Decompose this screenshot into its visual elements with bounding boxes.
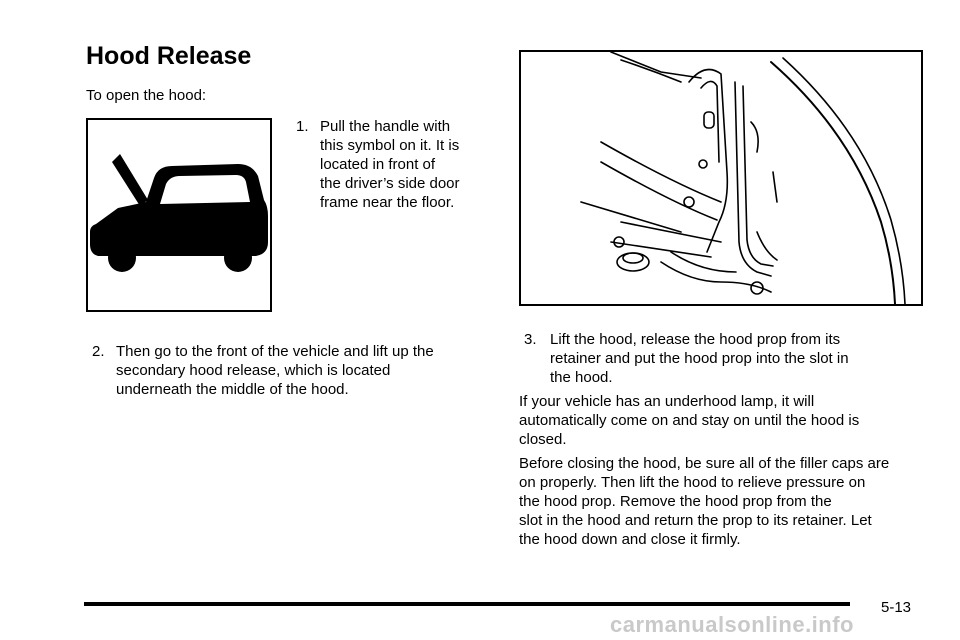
intro-text: To open the hood: [86,87,207,104]
hood-release-symbol-frame [86,118,272,312]
step-number: 1. [296,118,309,135]
watermark: carmanualsonline.info [610,612,854,637]
step-text: Then go to the front of the vehicle and lift up the secondary hood release, which is located underneath the middle of the hood. [116,343,434,398]
step-number: 3. [524,331,537,348]
step-number: 2. [92,343,105,360]
page-number: 5-13 [881,599,912,616]
open-hood-car-icon [88,120,270,310]
hood-prop-illustration-frame [519,50,923,306]
step-text: Lift the hood, release the hood prop from its retainer and put the hood prop into the slot in the hood. [550,331,849,386]
footer-rule [84,602,850,606]
page-title: Hood Release [86,42,252,70]
closing-hood-paragraph: Before closing the hood, be sure all of the filler caps are on properly. Then lift the hood to relieve pressure on the hood prop. Remove the hood prop from the slot in the hood and return the prop to its retainer. Let the hood down and close it firmly. [519,455,890,548]
step-text: Pull the handle with this symbol on it. It is located in front of the driver’s side door frame near the floor. [320,118,460,211]
underhood-lamp-paragraph: If your vehicle has an underhood lamp, it will automatically come on and stay on until the hood is closed. [519,393,860,448]
hood-prop-engine-illustration [521,52,921,304]
